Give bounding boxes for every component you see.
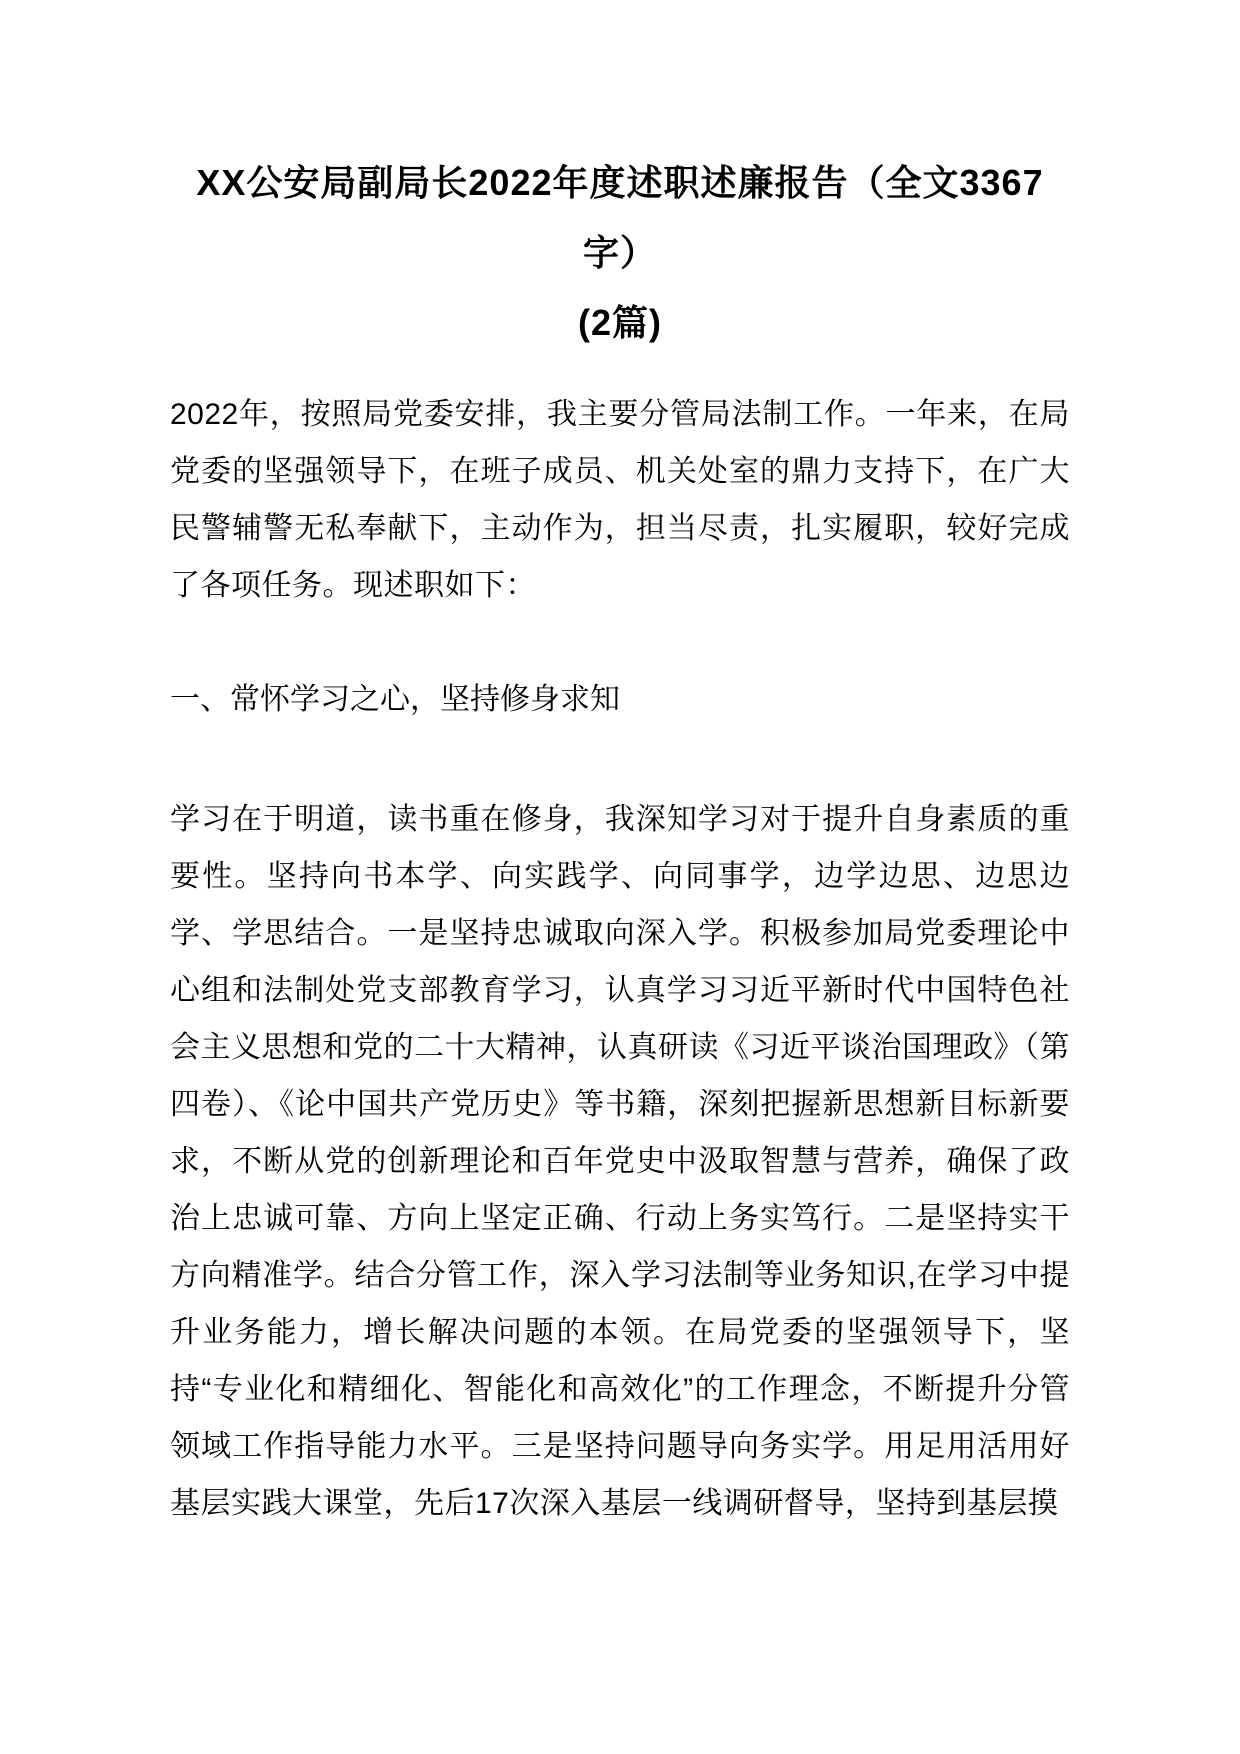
intro-paragraph: 2022年，按照局党委安排，我主要分管局法制工作。一年来，在局党委的坚强领导下，在班子成员、机关处室的鼎力支持下，在广大民警辅警无私奉献下，主动作为，担当尽责，扎实履职，较好完成了各项任务。现述职如下： [170,398,1070,602]
document-title-line-1: XX公安局副局长2022年度述职述廉报告（全文3367字） [196,162,1044,273]
document-title-line-2: (2篇) [578,302,662,343]
section-1-heading: 一、常怀学习之心，坚持修身求知 [170,683,620,716]
document-title [170,148,1070,358]
section-1-body-paragraph: 学习在于明道，读书重在修身，我深知学习对于提升自身素质的重要性。坚持向书本学、向实践学、向同事学，边学边思、边思边学、学思结合。一是坚持忠诚取向深入学。积极参加局党委理论中心组和法制处党支部教育学习，认真学习习近平新时代中国特色社会主义思想和党的二十大精神，认真研读《习近平谈治国理政》（第四卷）、《论中国共产党历史》等书籍，深刻把握新思想新目标新要求，不断从党的创新理论和百年党史中汲取智慧与营养，确保了政治上忠诚可靠、方向上坚定正确、行动上务实笃行。二是坚持实干方向精准学。结合分管工作，深入学习法制等业务知识,在学习中提升业务能力，增长解决问题的本领。在局党委的坚强领导下，坚持“专业化和精细化、智能化和高效化”的工作理念，不断提升分管领域工作指导能力水平。三是坚持问题导向务实学。用足用活用好基层实践大课堂，先后17次深入基层一线调研督导，坚持到基层摸 [170,803,1070,1520]
